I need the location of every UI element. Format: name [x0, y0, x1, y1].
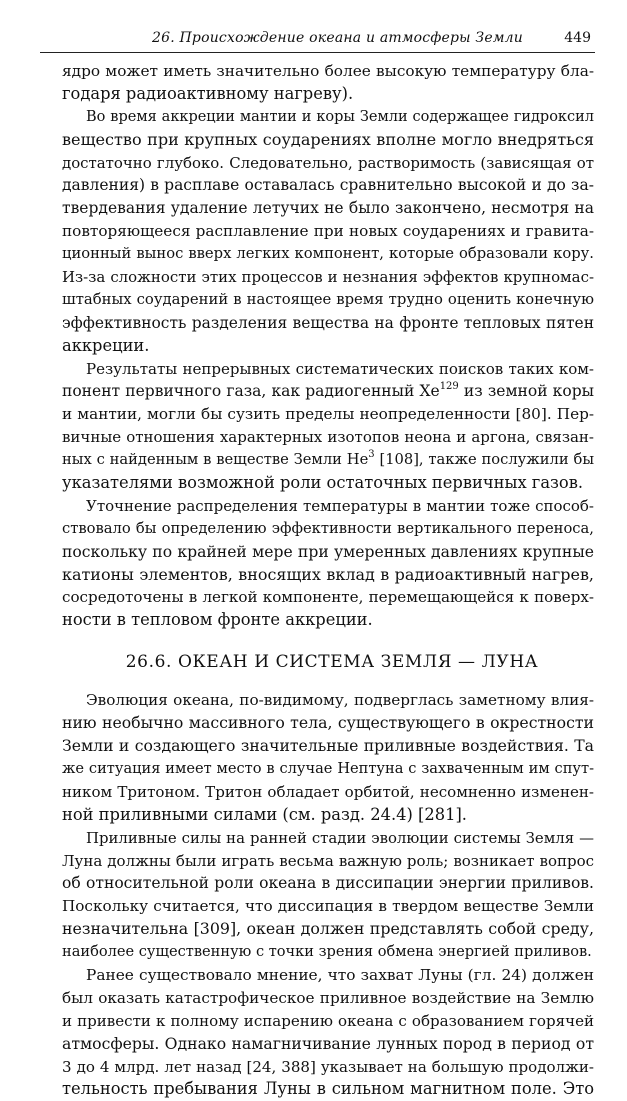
text-line: Во время аккреции мантии и коры Земли содержащее гидроксил: [86, 108, 594, 125]
section-heading: 26.6. ОКЕАН И СИСТЕМА ЗЕМЛЯ — ЛУНА: [125, 652, 539, 673]
paragraph-2: [62, 106, 594, 358]
text-line: же ситуация имеет место в случае Нептуна с захваченным им спут-: [62, 759, 594, 777]
text-line: 3 до 4 млрд. лет назад [24, 388] указывает на большую продолжи-: [62, 1057, 594, 1076]
text-run: [108], также послужили бы: [374, 451, 594, 469]
paragraph-7: [62, 964, 594, 1101]
text-line: Земли и создающего значительные приливные воздействия. Та: [62, 736, 594, 756]
paragraph-6: [62, 827, 594, 964]
text-line: об относительной роли океана в диссипации энергии приливов.: [62, 874, 594, 893]
text-line: Эволюция океана, по-видимому, подверглась заметному влия-: [86, 691, 594, 710]
text-line: тельность пребывания Луны в сильном магнитном поле. Это: [62, 1079, 594, 1099]
text-line: незначительна [309], океан должен представлять собой среду,: [62, 919, 594, 939]
text-line: твердевания удаление летучих не было закончено, несмотря на: [62, 199, 594, 218]
text-line: поскольку по крайней мере при умеренных давлениях крупные: [62, 542, 594, 561]
text-line: нию необычно массивного тела, существующего в окрестности: [62, 713, 594, 733]
paragraph-1: [62, 60, 594, 106]
text-run: понент первичного газа, как радиогенный Xe: [62, 382, 440, 401]
text-line: катионы элементов, вносящих вклад в радиоактивный нагрев,: [62, 564, 594, 584]
isotope-superscript: 3: [368, 449, 375, 461]
text-line: достаточно глубоко. Следовательно, растворимость (зависящая от: [62, 153, 594, 172]
text-line: ной приливными силами (см. разд. 24.4) [281].: [62, 804, 467, 824]
text-line: давления) в расплаве оставалась сравнительно высокой и до за-: [62, 176, 594, 195]
text-line: Поскольку считается, что диссипация в твердом веществе Земли: [62, 897, 594, 916]
text-line: Приливные силы на ранней стадии эволюции системы Земля —: [86, 828, 594, 847]
text-line: [62, 449, 594, 472]
text-line: ядро может иметь значительно более высокую температуру бла-: [62, 62, 594, 80]
text-line: Уточнение распределения температуры в мантии тоже способ-: [86, 496, 594, 515]
text-line: атмосферы. Однако намагничивание лунных пород в период от: [62, 1033, 594, 1053]
text-line: годаря радиоактивному нагреву).: [62, 83, 354, 103]
body-text: [62, 60, 594, 1101]
text-line: и привести к полному испарению океана с образованием горячей: [62, 1011, 594, 1030]
text-line: указателями возможной роли остаточных первичных газов.: [62, 473, 584, 493]
text-line: вещество при крупных соударениях вполне могло внедряться: [62, 129, 594, 149]
text-line: ционный вынос вверх легких компонент, которые образовали кору.: [62, 245, 594, 263]
isotope-superscript: 129: [439, 381, 459, 393]
text-line: [62, 380, 594, 403]
paragraph-4: [62, 495, 594, 632]
text-line: аккреции.: [62, 335, 150, 355]
text-line: ствовало бы определению эффективности вертикального переноса,: [62, 519, 594, 537]
text-line: Ранее существовало мнение, что захват Луны (гл. 24) должен: [86, 965, 594, 984]
text-line: Из-за сложности этих процессов и незнания эффектов крупномас-: [62, 268, 594, 287]
page-number: 449: [564, 30, 591, 46]
text-line: штабных соударений в настоящее время трудно оценить конечную: [62, 290, 594, 308]
running-title: 26. Происхождение океана и атмосферы Земли: [152, 30, 523, 46]
text-line: был оказать катастрофическое приливное воздействие на Землю: [62, 988, 594, 1007]
text-line: наиболее существенную с точки зрения обмена энергией приливов.: [62, 943, 592, 961]
text-run: из земной коры: [458, 382, 595, 401]
paragraph-3: [62, 358, 594, 495]
text-line: повторяющееся расплавление при новых соударениях и гравита-: [62, 222, 594, 241]
paragraph-5: [62, 689, 594, 826]
running-header: [40, 28, 595, 53]
text-line: и мантии, могли бы сузить пределы неопределенности [80]. Пер-: [62, 405, 594, 424]
text-line: Результаты непрерывных систематических поисков таких ком-: [86, 359, 594, 378]
text-line: сосредоточены в легкой компоненте, перемещающейся к поверх-: [62, 588, 594, 607]
text-line: эффективность разделения вещества на фронте тепловых пятен: [62, 313, 594, 332]
text-run: ных с найденным в веществе Земли He: [62, 451, 369, 469]
text-line: ником Тритоном. Тритон обладает орбитой, несомненно изменен-: [62, 782, 594, 801]
text-line: ности в тепловом фронте аккреции.: [62, 610, 373, 630]
text-line: вичные отношения характерных изотопов неона и аргона, связан-: [62, 428, 594, 447]
text-line: Луна должны были играть весьма важную роль; возникает вопрос: [62, 851, 594, 870]
